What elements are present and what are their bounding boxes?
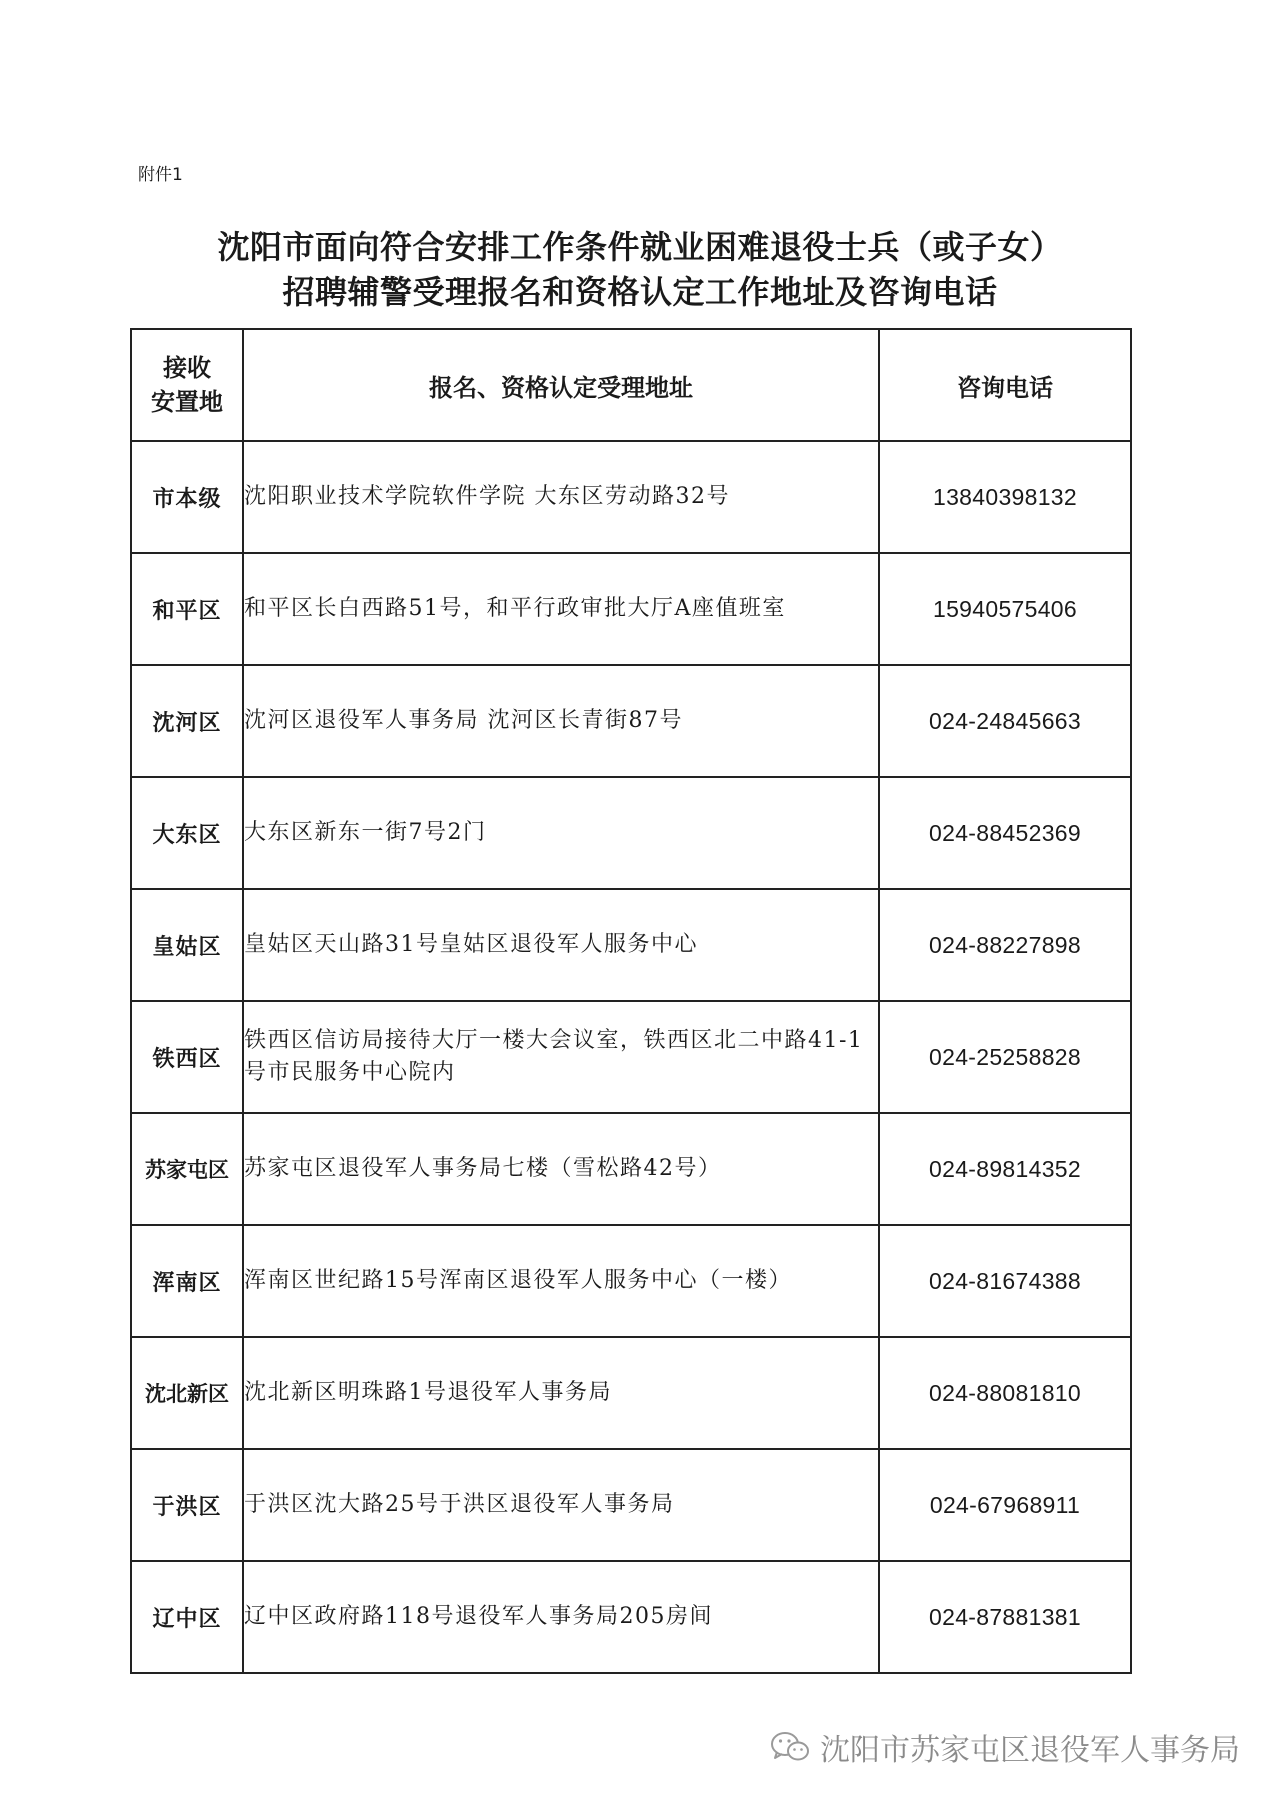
table-row (131, 1113, 1131, 1225)
header-phone: 咨询电话 (879, 329, 1131, 441)
address-cell: 皇姑区天山路31号皇姑区退役军人服务中心 (243, 889, 879, 1001)
contact-table (130, 328, 1132, 1674)
table-header-row (131, 329, 1131, 441)
header-address: 报名、资格认定受理地址 (243, 329, 879, 441)
phone-cell: 024-25258828 (879, 1001, 1131, 1113)
region-cell: 浑南区 (131, 1225, 243, 1337)
region-cell: 和平区 (131, 553, 243, 665)
table-row (131, 1561, 1131, 1673)
address-cell: 大东区新东一街7号2门 (243, 777, 879, 889)
table-row (131, 665, 1131, 777)
region-cell: 市本级 (131, 441, 243, 553)
address-cell: 和平区长白西路51号，和平行政审批大厅A座值班室 (243, 553, 879, 665)
address-cell: 铁西区信访局接待大厅一楼大会议室，铁西区北二中路41-1号市民服务中心院内 (243, 1001, 879, 1113)
address-cell: 辽中区政府路118号退役军人事务局205房间 (243, 1561, 879, 1673)
wechat-icon (770, 1730, 810, 1764)
region-cell: 辽中区 (131, 1561, 243, 1673)
table-row (131, 441, 1131, 553)
phone-cell: 15940575406 (879, 553, 1131, 665)
region-cell: 铁西区 (131, 1001, 243, 1113)
region-cell: 皇姑区 (131, 889, 243, 1001)
address-cell: 沈河区退役军人事务局 沈河区长青街87号 (243, 665, 879, 777)
address-cell: 沈北新区明珠路1号退役军人事务局 (243, 1337, 879, 1449)
header-region-line-2: 安置地 (151, 388, 223, 416)
table-row (131, 1337, 1131, 1449)
document-title-line-1: 沈阳市面向符合安排工作条件就业困难退役士兵（或子女） (217, 228, 1063, 266)
region-cell: 沈北新区 (131, 1337, 243, 1449)
phone-cell: 024-87881381 (879, 1561, 1131, 1673)
region-cell: 沈河区 (131, 665, 243, 777)
region-cell: 于洪区 (131, 1449, 243, 1561)
phone-cell: 13840398132 (879, 441, 1131, 553)
watermark-footer (770, 1725, 1240, 1769)
table-row (131, 1225, 1131, 1337)
document-title-line-2: 招聘辅警受理报名和资格认定工作地址及咨询电话 (282, 273, 998, 311)
address-cell: 沈阳职业技术学院软件学院 大东区劳动路32号 (243, 441, 879, 553)
table-row (131, 1001, 1131, 1113)
table-row (131, 553, 1131, 665)
attachment-label: 附件1 (138, 165, 183, 185)
phone-cell: 024-67968911 (879, 1449, 1131, 1561)
phone-cell: 024-88227898 (879, 889, 1131, 1001)
address-cell: 浑南区世纪路15号浑南区退役军人服务中心（一楼） (243, 1225, 879, 1337)
phone-cell: 024-88081810 (879, 1337, 1131, 1449)
address-cell: 苏家屯区退役军人事务局七楼（雪松路42号） (243, 1113, 879, 1225)
phone-cell: 024-24845663 (879, 665, 1131, 777)
header-region (131, 329, 243, 441)
header-region-line-1: 接收 (163, 354, 211, 382)
table-row (131, 889, 1131, 1001)
address-cell: 于洪区沈大路25号于洪区退役军人事务局 (243, 1449, 879, 1561)
watermark-text: 沈阳市苏家屯区退役军人事务局 (820, 1733, 1240, 1768)
table-row (131, 777, 1131, 889)
phone-cell: 024-89814352 (879, 1113, 1131, 1225)
phone-cell: 024-81674388 (879, 1225, 1131, 1337)
region-cell: 大东区 (131, 777, 243, 889)
phone-cell: 024-88452369 (879, 777, 1131, 889)
table-row (131, 1449, 1131, 1561)
region-cell: 苏家屯区 (131, 1113, 243, 1225)
